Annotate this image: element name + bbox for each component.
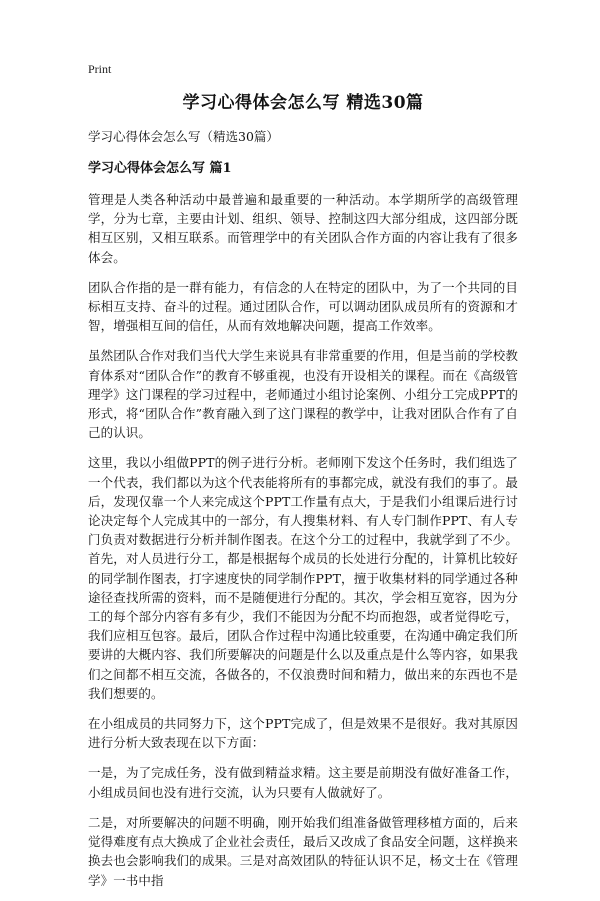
document-title: 学习心得体会怎么写 精选30篇 xyxy=(182,93,424,113)
print-label: Print xyxy=(88,62,112,76)
paragraph-2: 团队合作指的是一群有能力，有信念的人在特定的团队中，为了一个共同的目标相互支持、奋斗的过程。通过团队合作，可以调动团队成员所有的资源和才智，增强相互间的信任，从而有效地解决问题，提高工作效率。 xyxy=(88,279,518,334)
section-heading: 学习心得体会怎么写 篇1 xyxy=(88,161,232,176)
paragraph-3: 虽然团队合作对我们当代大学生来说具有非常重要的作用，但是当前的学校教育体系对“团队合作”的教育不够重视，也没有开设相关的课程。而在《高级管理学》这门课程的学习过程中，老师通过小组讨论案例、小组分工完成PPT的形式，将“团队合作”教育融入到了这门课程的教学中，让我对团队合作有了自己的认识。 xyxy=(88,348,518,441)
paragraph-5: 在小组成员的共同努力下，这个PPT完成了，但是效果不是很好。我对其原因进行分析大致表现在以下方面： xyxy=(88,716,518,751)
document-page xyxy=(88,62,518,901)
paragraph-4: 这里，我以小组做PPT的例子进行分析。老师刚下发这个任务时，我们组选了一个代表，我们都以为这个代表能将所有的事都完成，就没有我们的事了。最后，发现仅靠一个人来完成这个PPT工作量有点大，于是我们小组课后进行讨论决定每个人完成其中的一部分，有人搜集材料、有人专门制作PPT、有人专门负责对数据进行分析并制作图表。在这个分工的过程中，我就学到了不少。首先，对人员进行分工，都是根据每个成员的长处进行分配的，计算机比较好的同学制作图表，打字速度快的同学制作PPT，擅于收集材料的同学通过各种途径查找所需的资料，而不是随便进行分配的。其次，学会相互宽容，因为分工的每个部分内容有多有少，我们不能因为分配不均而抱怨，或者觉得吃亏，我们应相互包容。最后，团队合作过程中沟通比较重要，在沟通中确定我们所要讲的大概内容、我们所要解决的问题是什么以及重点是什么等内容，如果我们之间都不相互交流，各做各的，不仅浪费时间和精力，做出来的东西也不是我们想要的。 xyxy=(88,455,518,701)
paragraph-6: 一是，为了完成任务，没有做到精益求精。这主要是前期没有做好准备工作，小组成员间也没有进行交流，认为只要有人做就好了。 xyxy=(88,765,518,800)
document-subtitle: 学习心得体会怎么写（精选30篇） xyxy=(88,129,279,144)
paragraph-7: 二是，对所要解决的问题不明确，刚开始我们组准备做管理移植方面的，后来觉得难度有点大换成了企业社会责任，最后又改成了食品安全问题，这样换来换去也会影响我们的成果。三是对高效团队的特征认识不足，杨文士在《管理学》一书中指 xyxy=(88,814,518,888)
paragraph-1: 管理是人类各种活动中最普遍和最重要的一种活动。本学期所学的高级管理学，分为七章，主要由计划、组织、领导、控制这四大部分组成，这四部分既相互区别，又相互联系。而管理学中的有关团队合作方面的内容让我有了很多体会。 xyxy=(88,192,518,265)
